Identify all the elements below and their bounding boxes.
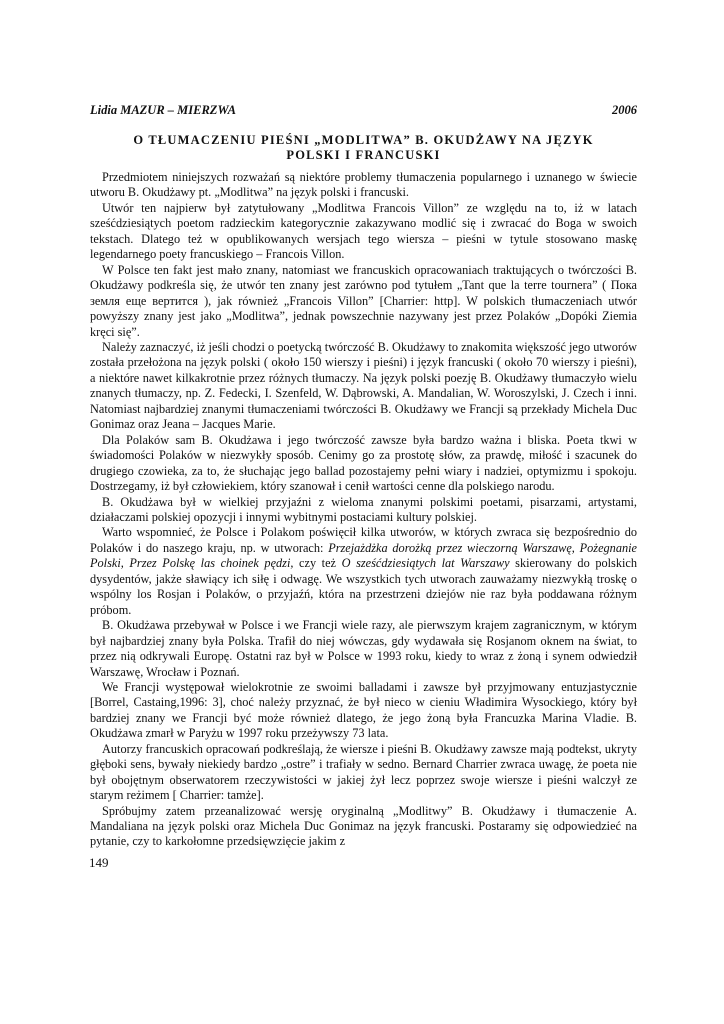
title-line-2: POLSKI I FRANCUSKI [286,148,441,162]
paragraph-text: Utwór ten najpierw był zatytułowany „Modlitwa Francois Villon” ze względu na to, iż w latach sześćdziesiątych poetom radzieckim kategorycznie zakazywano modlić się i zwracać do Boga w swoich tekstach. Dlatego też w opublikowanych wersjach tego wiersza – pieśni w tytule stosowano maskę legendarnego poety francuskiego – Francois Villon. [90,200,637,262]
body-paragraph [90,433,637,495]
paragraph-text: czy też [293,556,342,571]
body-paragraph [90,495,637,526]
paragraph-text: We Francji występował wielokrotnie ze swoimi balladami i zawsze był przyjmowany entuzjastycznie [Borrel, Castaing,1996: 3], choć należy przyznać, że był nieco w cieniu Władimira Wysockiego, który był bardziej znany we Francji być może również dlatego, że jego żoną była Francuzka Marina Vladie. B. Okudżawa zmarł w Paryżu w 1997 roku przeżywszy 73 lata. [90,679,637,741]
header-author: Lidia MAZUR – MIERZWA [90,103,236,117]
body-paragraph [90,263,637,340]
paragraph-text: Należy zaznaczyć, iż jeśli chodzi o poetycką twórczość B. Okudżawy to znakomita większość jego utworów została przełożona na język polski ( około 150 wierszy i pieśni) i język francuski ( około 70 wierszy i pieśni), a niektóre nawet kilkakrotnie przez różnych tłumaczy. Na język polski poezję B. Okudżawy tłumaczyło wielu znanych tłumaczy, np. Z. Fedecki, I. Szenfeld, W. Dąbrowski, A. Mandalian, W. Woroszylski, J. Czech i inni. Natomiast najbardziej znanymi tłumaczeniami twórczości B. Okudżawy we Francji są przekłady Michela Duc Gonimaz oraz Jeana – Jacques Marie. [90,339,637,432]
header-year: 2006 [612,103,637,117]
paragraph-text: Autorzy francuskich opracowań podkreślają, że wiersze i pieśni B. Okudżawy zawsze mają podtekst, ukryty głęboki sens, bywały niekiedy bardzo „ostre” i trafiały w sedno. Bernard Charrier zwraca uwagę, że poeta nie był obojętnym obserwatorem rzeczywistości w jakiej żył lecz poprzez swoje wiersze i pieśni walczył ze starym reżimem [ Charrier: tamże]. [90,741,637,803]
paragraph-text: Spróbujmy zatem przeanalizować wersję oryginalną „Modlitwy” B. Okudżawy i tłumaczenie A. Mandaliana na język polski oraz Michela Duc Gonimaz na język francuski. Postaramy się odpowiedzieć na pytanie, czy to karkołomne przedsięwzięcie jakim z [90,803,637,849]
italic-title-text: O sześćdziesiątych lat Warszawy [341,556,510,571]
body-paragraph [90,170,637,201]
paragraph-text: Przedmiotem niniejszych rozważań są niektóre problemy tłumaczenia popularnego i uznanego w świecie utworu B. Okudżawy pt. „Modlitwa” na język polski i francuski. [90,170,637,200]
paragraph-text: B. Okudżawa przebywał w Polsce i we Francji wiele razy, ale pierwszym krajem zagranicznym, w którym był najbardziej znany była Polska. Trafił do niej wówczas, gdy wydawała się Rosjanom oknem na świat, to przez nią odkrywali Europę. Ostatni raz był w Polsce w 1993 roku, kiedy to wraz z żoną i synem odwiedził Warszawę, Wrocław i Poznań. [90,618,637,679]
body-paragraph [90,340,637,433]
paragraph-text: Dla Polaków sam B. Okudżawa i jego twórczość zawsze była bardzo ważna i bliska. Poeta tkwi w świadomości Polaków w niezwykły sposób. Cenimy go za prostotę słów, za prawdę, miłość i szacunek do drugiego czowieka, za to, że słuchając jego ballad pozostajemy pełni wiary i nadziei, optymizmu i spokoju. Dostrzegamy, iż był człowiekiem, który szanował i cenił wartości cenne dla polskiego narodu. [90,432,637,494]
body-paragraph [90,804,637,850]
page-number: 149 [89,855,109,870]
paragraph-text: W Polsce ten fakt jest mało znany, natomiast we francuskich opracowaniach traktujących o twórczości B. Okudżawy podkreśla się, że utwór ten znany jest zarówno pod tytułem „Tant que la terre tournera” ( Пока земля еще вертится ), jak również „Francois Villon” [Charrier: http]. W polskich tłumaczeniach utwór powyższy znany jest jako „Modlitwa”, jednak powszechnie nazywany jest przez Polaków „Dopóki Ziemia kręci się”. [90,262,637,339]
body-paragraph [90,618,637,680]
body-paragraph [90,201,637,263]
title-line-1: O TŁUMACZENIU PIEŚNI „MODLITWA” B. OKUDŻAWY NA JĘZYK [133,133,594,147]
paragraph-text: skierowany do polskich dysydentów, jakże sławiący ich siłę i odwagę. We wszystkich tych utworach zauważamy niezwykłą troskę o wspólny los Rosjan i Polaków, o przyjaźń, która na przestrzeni dziejów nie raz była poddawana różnym próbom. [90,556,637,617]
body-paragraph [90,680,637,742]
italic-title-text: Przejażdżka dorożką przez wieczorną Warszawę, Pożegnanie Polski, Przez Polskę las choinek pędzi, [90,540,637,571]
body-paragraph [90,742,637,804]
article-body [90,170,637,850]
article-title [90,133,637,163]
body-paragraph [90,525,637,618]
paragraph-text: B. Okudżawa był w wielkiej przyjaźni z wieloma znanymi polskimi poetami, pisarzami, artystami, działaczami polskiej opozycji i innymi wybitnymi postaciami kultury polskiej. [90,494,637,524]
paragraph-text: Warto wspomnieć, że Polsce i Polakom poświęcił kilka utworów, w których zwraca się bezpośrednio do Polaków i do naszego kraju, np. w utworach: [90,525,637,555]
